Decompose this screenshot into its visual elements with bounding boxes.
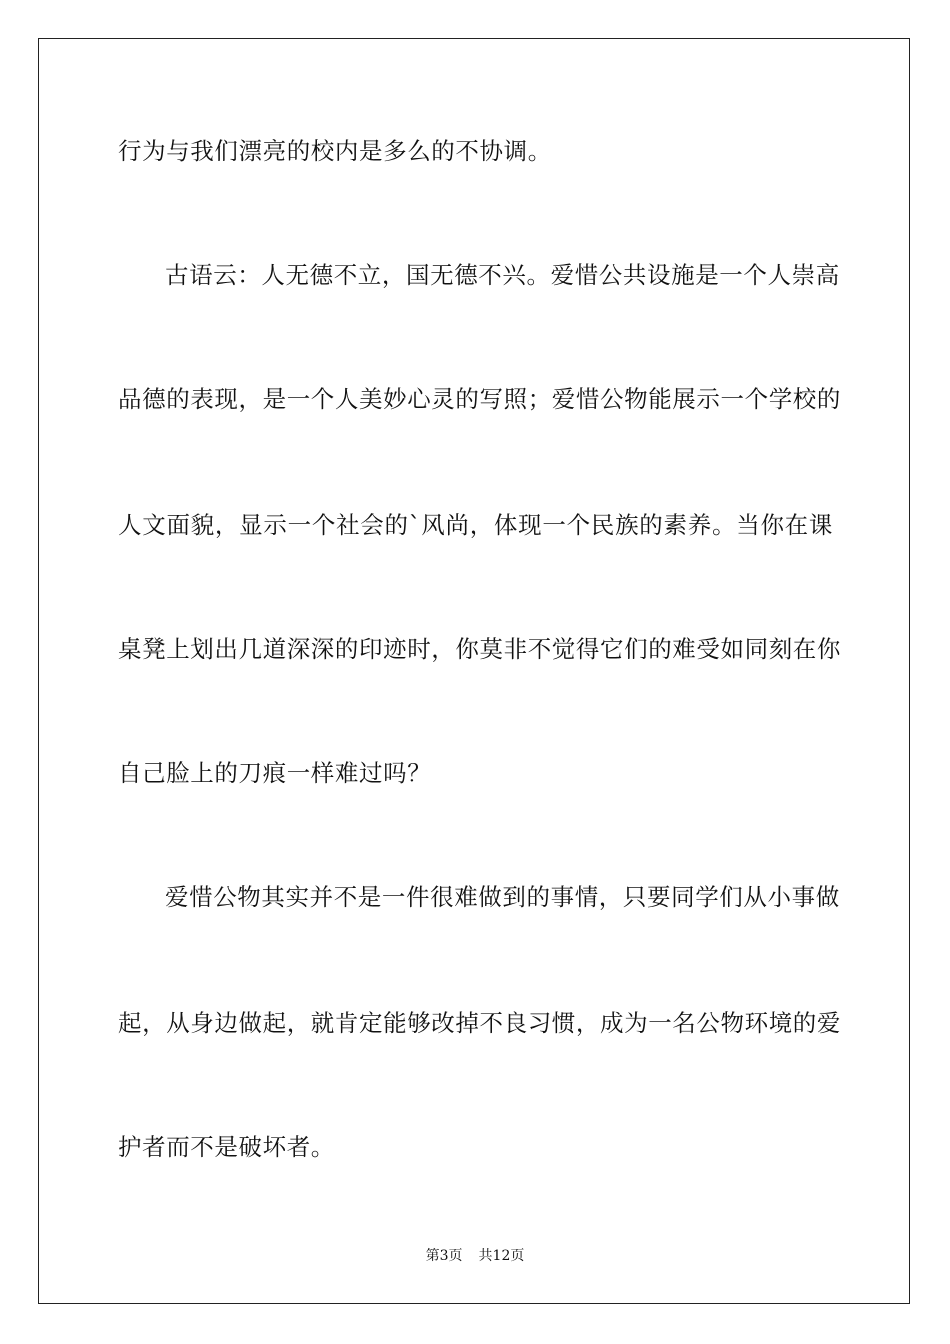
paragraph-line: 自己脸上的刀痕一样难过吗？: [118, 759, 432, 787]
page-total: 共12页: [478, 1248, 525, 1264]
paragraph-line: 品德的表现，是一个人美妙心灵的写照；爱惜公物能展示一个学校的: [118, 385, 841, 413]
paragraph-line: 人文面貌，显示一个社会的`风尚，体现一个民族的素养。当你在课: [118, 511, 833, 539]
paragraph-line: 护者而不是破坏者。: [118, 1133, 335, 1161]
paragraph-line: 起，从身边做起，就肯定能够改掉不良习惯，成为一名公物环境的爱: [118, 1009, 841, 1037]
paragraph-line: 古语云：人无德不立，国无德不兴。爱惜公共设施是一个人崇高: [165, 261, 840, 289]
page-footer: [0, 1246, 950, 1266]
paragraph-line: 爱惜公物其实并不是一件很难做到的事情，只要同学们从小事做: [165, 883, 840, 911]
paragraph-line: 桌凳上划出几道深深的印迹时，你莫非不觉得它们的难受如同刻在你: [118, 635, 841, 663]
page-number: 第3页: [425, 1248, 463, 1264]
page-border: [38, 38, 910, 1304]
paragraph-line: 行为与我们漂亮的校内是多么的不协调。: [118, 137, 552, 165]
